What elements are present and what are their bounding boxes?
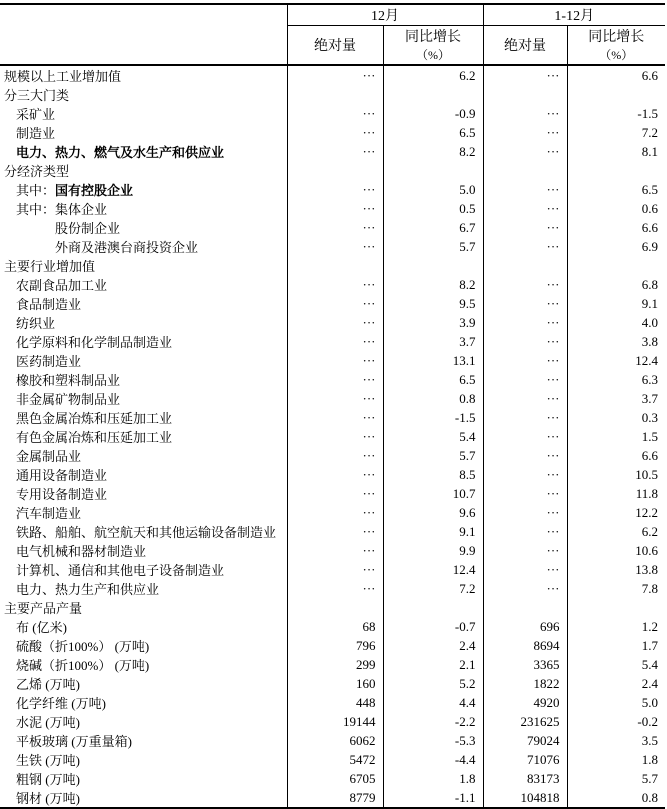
cell-cum-absolute: ··· [483,65,567,85]
cell-dec-absolute: 299 [287,655,383,674]
cell-cum-yoy [567,598,665,617]
column-group-jan-dec: 1-12月 [483,4,665,26]
cell-cum-yoy: 1.7 [641,637,659,653]
table-body [0,65,665,808]
cell-cum-yoy: 7.8 [641,580,659,596]
cell-cum-yoy: 5.4 [641,656,659,672]
cell-dec-absolute [287,161,383,180]
cell-cum-absolute: ··· [483,541,567,560]
table-row [0,503,665,522]
section-row [0,161,665,180]
cell-cum-absolute: ··· [483,294,567,313]
cell-dec-yoy: 2.4 [383,636,483,655]
cell-cum-absolute: ··· [483,446,567,465]
cell-dec-absolute: ··· [287,123,383,142]
cell-dec-yoy: 3.9 [383,313,483,332]
row-label: 电气机械和器材制造业 [0,541,287,560]
cell-dec-yoy: 5.7 [383,446,483,465]
cell-cum-absolute: 4920 [483,693,567,712]
row-label-name: 集体企业 [55,202,108,217]
table-row [0,731,665,750]
row-label: 布 (亿米) [0,617,287,636]
cell-dec-yoy [383,598,483,617]
cell-dec-yoy: 7.2 [383,579,483,598]
cell-cum-absolute: ··· [483,370,567,389]
cell-dec-absolute: 19144 [287,712,383,731]
row-label: 乙烯 (万吨) [0,674,287,693]
cell-dec-absolute: ··· [287,370,383,389]
row-label: 化学纤维 (万吨) [0,693,287,712]
cell-dec-yoy: 9.6 [383,503,483,522]
table-row [0,389,665,408]
row-label: 制造业 [0,123,287,142]
section-row [0,256,665,275]
cell-dec-yoy: 5.2 [383,674,483,693]
row-label: 股份制企业 [0,218,287,237]
row-label [0,199,287,218]
cell-cum-yoy: 0.3 [641,409,659,425]
table-row [0,351,665,370]
row-label: 电力、热力生产和供应业 [0,579,287,598]
cell-cum-absolute: 1822 [483,674,567,693]
table-row [0,123,665,142]
cell-dec-absolute: ··· [287,503,383,522]
cell-cum-absolute: ··· [483,408,567,427]
column-header-dec-absolute: 绝对量 [287,26,383,66]
cell-cum-yoy: 1.8 [641,751,659,767]
cell-cum-absolute [483,256,567,275]
cell-cum-yoy: 6.6 [641,447,659,463]
row-label: 专用设备制造业 [0,484,287,503]
yoy-label: 同比增长 [588,30,645,45]
cell-cum-absolute [483,161,567,180]
section-row [0,85,665,104]
cell-dec-yoy: -1.1 [383,788,483,808]
cell-cum-absolute: ··· [483,427,567,446]
cell-cum-yoy: -1.5 [637,105,659,121]
table-row [0,294,665,313]
cell-cum-yoy: 3.5 [641,732,659,748]
cell-cum-absolute: ··· [483,218,567,237]
row-label: 平板玻璃 (万重量箱) [0,731,287,750]
cell-dec-absolute: 796 [287,636,383,655]
cell-dec-absolute [287,256,383,275]
cell-dec-absolute: ··· [287,275,383,294]
cell-dec-yoy: 13.1 [383,351,483,370]
cell-dec-yoy: 5.7 [383,237,483,256]
cell-dec-yoy: -2.2 [383,712,483,731]
cell-cum-yoy: 11.8 [635,485,659,501]
cell-cum-yoy [567,161,665,180]
cell-cum-yoy: 3.7 [641,390,659,406]
cell-cum-yoy [567,85,665,104]
row-label: 化学原料和化学制品制造业 [0,332,287,351]
cell-dec-absolute: ··· [287,541,383,560]
cell-cum-absolute: 231625 [483,712,567,731]
table-row [0,332,665,351]
cell-dec-yoy: -4.4 [383,750,483,769]
row-label: 农副食品加工业 [0,275,287,294]
cell-cum-absolute: 79024 [483,731,567,750]
table-row [0,484,665,503]
row-label: 分三大门类 [0,85,287,104]
cell-dec-yoy: 2.1 [383,655,483,674]
table-row [0,218,665,237]
cell-cum-yoy: 6.3 [641,371,659,387]
cell-cum-absolute: ··· [483,199,567,218]
cell-dec-yoy: 9.1 [383,522,483,541]
table-row [0,579,665,598]
table-row [0,560,665,579]
cell-dec-yoy [383,256,483,275]
cell-dec-absolute: ··· [287,351,383,370]
row-label: 主要行业增加值 [0,256,287,275]
table-row [0,199,665,218]
cell-dec-yoy: 8.2 [383,142,483,161]
row-label: 水泥 (万吨) [0,712,287,731]
cell-dec-yoy: 6.7 [383,218,483,237]
cell-cum-absolute: ··· [483,104,567,123]
cell-cum-yoy: 12.4 [635,352,659,368]
cell-dec-yoy [383,161,483,180]
cell-dec-yoy: 4.4 [383,693,483,712]
table-row [0,313,665,332]
cell-cum-absolute: 696 [483,617,567,636]
row-label: 铁路、船舶、航空航天和其他运输设备制造业 [0,522,287,541]
cell-cum-absolute: 71076 [483,750,567,769]
cell-cum-yoy: 5.7 [641,770,659,786]
cell-cum-absolute: ··· [483,579,567,598]
table-row [0,65,665,85]
row-label: 医药制造业 [0,351,287,370]
row-label: 采矿业 [0,104,287,123]
cell-dec-yoy: 8.2 [383,275,483,294]
cell-cum-absolute: ··· [483,503,567,522]
row-label: 黑色金属冶炼和压延加工业 [0,408,287,427]
cell-dec-absolute: 68 [287,617,383,636]
cell-dec-yoy: -0.9 [383,104,483,123]
cell-cum-yoy: 7.2 [641,124,659,140]
cell-cum-yoy: 10.5 [635,466,659,482]
cell-dec-yoy: 6.5 [383,123,483,142]
cell-dec-yoy [383,85,483,104]
table-row [0,275,665,294]
row-label: 主要产品产量 [0,598,287,617]
table-row [0,427,665,446]
row-label: 分经济类型 [0,161,287,180]
cell-cum-absolute: 83173 [483,769,567,788]
cell-dec-yoy: 6.2 [383,65,483,85]
cell-cum-yoy: 6.9 [641,238,659,254]
cell-dec-absolute: ··· [287,180,383,199]
table-row [0,180,665,199]
cell-cum-yoy: -0.2 [637,713,659,729]
cell-dec-yoy: -1.5 [383,408,483,427]
row-label: 橡胶和塑料制品业 [0,370,287,389]
cell-cum-yoy: 4.0 [641,314,659,330]
cell-dec-absolute: 6705 [287,769,383,788]
column-header-dec-yoy [383,26,483,66]
column-header-cum-absolute: 绝对量 [483,26,567,66]
cell-dec-yoy: 1.8 [383,769,483,788]
cell-dec-yoy: 3.7 [383,332,483,351]
row-label: 烧碱（折100%） (万吨) [0,655,287,674]
cell-dec-absolute: ··· [287,389,383,408]
cell-dec-absolute [287,598,383,617]
row-label: 纺织业 [0,313,287,332]
industrial-statistics-table [0,3,665,809]
cell-cum-absolute [483,598,567,617]
table-row [0,237,665,256]
row-label: 硫酸（折100%） (万吨) [0,636,287,655]
cell-dec-absolute: ··· [287,104,383,123]
cell-dec-yoy: 0.5 [383,199,483,218]
table-row [0,750,665,769]
cell-cum-yoy: 5.0 [641,694,659,710]
row-label: 电力、热力、燃气及水生产和供应业 [0,142,287,161]
table-row [0,788,665,808]
cell-dec-absolute: ··· [287,332,383,351]
row-label: 外商及港澳台商投资企业 [0,237,287,256]
cell-dec-yoy: 9.5 [383,294,483,313]
cell-dec-yoy: 10.7 [383,484,483,503]
cell-dec-absolute: ··· [287,408,383,427]
cell-dec-yoy: 0.8 [383,389,483,408]
cell-cum-absolute: ··· [483,522,567,541]
cell-cum-yoy: 9.1 [641,295,659,311]
cell-cum-absolute: 8694 [483,636,567,655]
yoy-label: 同比增长 [405,30,461,45]
row-label-prefix: 其中： [16,202,56,217]
cell-cum-absolute: ··· [483,389,567,408]
table-row [0,142,665,161]
cell-cum-absolute: ··· [483,560,567,579]
section-row [0,598,665,617]
cell-dec-absolute: ··· [287,484,383,503]
cell-cum-absolute [483,85,567,104]
cell-cum-yoy: 6.6 [641,67,659,83]
row-label: 计算机、通信和其他电子设备制造业 [0,560,287,579]
cell-dec-absolute: ··· [287,142,383,161]
cell-cum-absolute: ··· [483,351,567,370]
cell-cum-absolute: ··· [483,484,567,503]
table-row [0,104,665,123]
cell-dec-yoy: -5.3 [383,731,483,750]
cell-dec-absolute: 448 [287,693,383,712]
cell-dec-absolute: ··· [287,313,383,332]
table-row [0,465,665,484]
row-label: 生铁 (万吨) [0,750,287,769]
row-label: 金属制品业 [0,446,287,465]
corner-cell [0,4,287,65]
cell-cum-yoy: 8.1 [641,143,659,159]
table-row [0,693,665,712]
cell-dec-yoy: 12.4 [383,560,483,579]
cell-dec-yoy: 5.0 [383,180,483,199]
row-label: 粗钢 (万吨) [0,769,287,788]
cell-cum-absolute: 104818 [483,788,567,808]
cell-cum-yoy: 2.4 [641,675,659,691]
row-label-name: 国有控股企业 [55,183,134,198]
row-label-prefix: 其中： [16,183,56,198]
cell-cum-absolute: ··· [483,275,567,294]
cell-cum-absolute: ··· [483,180,567,199]
cell-cum-yoy: 1.2 [641,618,659,634]
cell-cum-yoy: 6.8 [641,276,659,292]
cell-cum-yoy [567,256,665,275]
cell-cum-yoy: 6.2 [641,523,659,539]
cell-cum-yoy: 10.6 [635,542,659,558]
cell-dec-absolute: ··· [287,446,383,465]
cell-dec-absolute: ··· [287,65,383,85]
cell-dec-absolute: 8779 [287,788,383,808]
cell-dec-absolute: ··· [287,218,383,237]
cell-cum-absolute: ··· [483,313,567,332]
cell-cum-yoy: 12.2 [635,504,659,520]
cell-dec-yoy: 8.5 [383,465,483,484]
row-label: 有色金属冶炼和压延加工业 [0,427,287,446]
table-row [0,655,665,674]
table-row [0,522,665,541]
column-header-cum-yoy [567,26,665,66]
yoy-percent-label: （%） [599,48,634,62]
cell-dec-yoy: 9.9 [383,541,483,560]
table-row [0,370,665,389]
cell-cum-absolute: ··· [483,332,567,351]
cell-dec-absolute: 160 [287,674,383,693]
cell-dec-absolute: ··· [287,199,383,218]
table-row [0,636,665,655]
yoy-percent-label: （%） [416,48,450,62]
cell-dec-yoy: -0.7 [383,617,483,636]
row-label: 汽车制造业 [0,503,287,522]
cell-dec-absolute: ··· [287,427,383,446]
cell-cum-absolute: 3365 [483,655,567,674]
header-group-row [0,4,665,26]
cell-cum-yoy: 1.5 [641,428,659,444]
table-row [0,617,665,636]
table-row [0,408,665,427]
cell-dec-absolute [287,85,383,104]
cell-cum-yoy: 13.8 [635,561,659,577]
cell-cum-yoy: 0.8 [641,789,659,805]
cell-cum-absolute: ··· [483,142,567,161]
cell-cum-absolute: ··· [483,123,567,142]
cell-dec-absolute: 6062 [287,731,383,750]
cell-dec-absolute: ··· [287,560,383,579]
column-group-december: 12月 [287,4,483,26]
row-label: 食品制造业 [0,294,287,313]
cell-cum-yoy: 6.5 [641,181,659,197]
cell-cum-yoy: 6.6 [641,219,659,235]
cell-dec-absolute: ··· [287,294,383,313]
cell-dec-yoy: 6.5 [383,370,483,389]
table-header [0,4,665,65]
cell-dec-absolute: ··· [287,465,383,484]
cell-dec-absolute: 5472 [287,750,383,769]
cell-dec-absolute: ··· [287,522,383,541]
cell-cum-absolute: ··· [483,237,567,256]
row-label [0,180,287,199]
cell-cum-yoy: 3.8 [641,333,659,349]
cell-dec-yoy: 5.4 [383,427,483,446]
cell-cum-yoy: 0.6 [641,200,659,216]
row-label: 规模以上工业增加值 [0,65,287,85]
table-row [0,769,665,788]
table-row [0,446,665,465]
cell-dec-absolute: ··· [287,579,383,598]
row-label: 非金属矿物制品业 [0,389,287,408]
row-label: 钢材 (万吨) [0,788,287,808]
table-row [0,712,665,731]
table-row [0,541,665,560]
row-label: 通用设备制造业 [0,465,287,484]
cell-dec-absolute: ··· [287,237,383,256]
table-row [0,674,665,693]
cell-cum-absolute: ··· [483,465,567,484]
